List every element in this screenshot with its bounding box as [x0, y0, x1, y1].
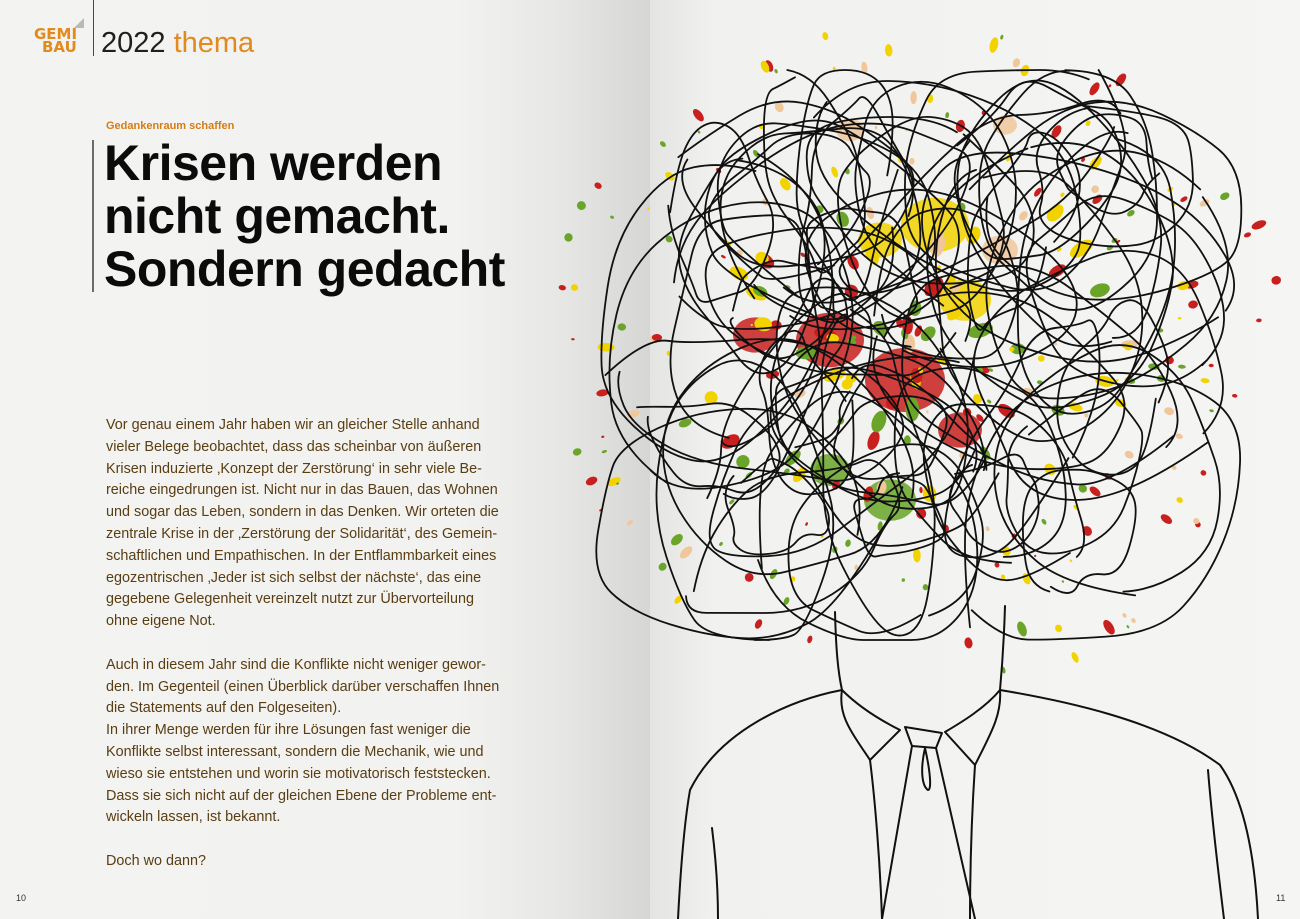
paint-droplet	[601, 435, 605, 438]
paint-droplet	[1116, 379, 1119, 382]
paint-droplet	[774, 69, 778, 74]
paint-droplet	[601, 449, 607, 454]
paint-droplet	[1200, 378, 1210, 384]
paint-droplet	[1175, 433, 1184, 440]
paint-droplet	[1034, 554, 1037, 557]
paint-droplet	[1000, 34, 1004, 40]
body-line: und sogar das Leben, sondern in das Denken. Wir orteten die	[106, 504, 499, 521]
body-line: wieso sie entstehen und worin sie motivatorisch feststecken.	[106, 765, 491, 782]
headline-line: Sondern gedacht	[104, 241, 505, 297]
paint-droplet	[571, 338, 575, 340]
paint-droplet	[844, 539, 851, 548]
paint-droplet	[1061, 580, 1064, 583]
paint-droplet	[1163, 406, 1175, 416]
body-line: die Statements auf den Folgeseiten).	[106, 700, 342, 717]
paint-droplet	[1009, 347, 1014, 352]
paint-droplet	[1084, 413, 1090, 419]
paint-droplet	[1178, 364, 1186, 369]
paint-droplet	[1012, 57, 1022, 68]
paint-droplet	[678, 544, 695, 561]
header-divider	[93, 0, 94, 56]
paint-droplet	[1243, 231, 1252, 238]
tie-fold	[922, 748, 930, 790]
headline-line: Krisen werden	[104, 135, 443, 191]
body-line: den. Im Gegenteil (einen Überblick darüber verschaffen Ihnen	[106, 678, 500, 695]
paint-droplet	[1200, 469, 1208, 476]
body-line: ohne eigene Not.	[106, 613, 216, 630]
paint-droplet	[1069, 559, 1072, 563]
arm-right	[1208, 770, 1224, 919]
paint-droplet	[1130, 617, 1136, 624]
body-paragraph-3	[106, 851, 576, 873]
body-line: wickeln lassen, ist bekannt.	[106, 809, 281, 826]
body-line: In ihrer Menge werden für ihre Lösungen fast weniger die	[106, 722, 471, 739]
scribble-loop	[1057, 300, 1168, 474]
paint-droplet	[1059, 192, 1065, 198]
body-line: Krisen induzierte ‚Konzept der Zerstörung‘ in sehr viele Be-	[106, 460, 482, 477]
paint-droplet	[617, 323, 626, 331]
paint-droplet	[986, 399, 992, 404]
paint-droplet	[691, 107, 706, 123]
paint-droplet	[919, 487, 923, 493]
body-paragraph-1	[106, 415, 576, 633]
paint-droplet	[1123, 449, 1135, 460]
paint-droplet	[1054, 623, 1064, 633]
paint-droplet	[647, 207, 650, 210]
paint-droplet	[985, 526, 991, 532]
body-line: egozentrischen ‚Jeder ist sich selbst der nächste‘, das eine	[106, 569, 482, 586]
logo-corner-mark	[74, 18, 84, 28]
paint-droplet	[1017, 209, 1029, 222]
paint-droplet	[657, 561, 668, 572]
paint-droplet	[923, 584, 929, 590]
shirt-line-left	[870, 760, 882, 919]
body-line: Doch wo dann?	[106, 852, 207, 869]
paint-droplet	[885, 44, 893, 57]
paint-droplet	[1271, 275, 1282, 285]
collar-right	[945, 690, 1000, 765]
paint-droplet	[1209, 409, 1214, 413]
article-headline	[104, 137, 624, 296]
paint-droplet	[598, 343, 615, 352]
paint-droplet	[909, 158, 914, 165]
paint-droplet	[874, 126, 877, 130]
body-line: schaftlichen und Empathischen. In der Entflammbarkeit eines	[106, 547, 497, 564]
body-line: reiche eingedrungen ist. Nicht nur in das Bauen, das Wohnen	[106, 482, 498, 499]
paint-droplet	[1179, 195, 1188, 203]
headline-line: nicht gemacht.	[104, 188, 450, 244]
paint-droplet	[964, 637, 974, 649]
paint-droplet	[753, 618, 763, 630]
paint-droplet	[945, 112, 950, 119]
paint-droplet	[1250, 218, 1267, 231]
paint-droplet	[1088, 485, 1102, 499]
body-line: gegebene Gelegenheit vereinzelt nutzt zur Übervorteilung	[106, 591, 474, 608]
body-line: Vor genau einem Jahr haben wir an gleicher Stelle anhand	[106, 417, 480, 433]
issue-title	[101, 25, 254, 61]
body-paragraph-2	[106, 655, 576, 829]
gemibau-logo	[34, 25, 84, 56]
paint-droplet	[910, 91, 917, 104]
paint-droplet	[1232, 394, 1238, 398]
scribble-loop	[686, 460, 899, 613]
paint-droplet	[1070, 651, 1080, 664]
paint-droplet	[626, 519, 634, 526]
neck-line-right	[1000, 606, 1005, 690]
paint-droplet	[865, 429, 882, 451]
paint-droplet	[1088, 281, 1112, 300]
paint-droplet	[1054, 343, 1057, 346]
paint-droplet	[830, 166, 840, 179]
man-torso-outline	[678, 606, 1258, 919]
tie-knot	[905, 727, 942, 748]
paint-droplet	[1038, 355, 1045, 362]
paint-droplet	[585, 475, 599, 487]
paint-droplet	[1126, 625, 1130, 629]
paint-droplet	[988, 36, 1000, 53]
paint-droplet	[805, 522, 809, 526]
paint-droplet	[902, 578, 906, 582]
shoulder-left	[678, 690, 842, 919]
section-label: thema	[173, 27, 255, 59]
paint-droplet	[1177, 317, 1181, 320]
paint-droplet	[806, 635, 813, 644]
paint-droplet	[1256, 318, 1262, 322]
body-line: Auch in diesem Jahr sind die Konflikte nicht weniger gewor-	[106, 656, 486, 673]
arm-left	[712, 828, 718, 919]
paint-droplet	[1175, 496, 1184, 504]
page-number-right: 11	[1276, 893, 1286, 903]
paint-droplet	[1159, 512, 1174, 526]
paint-droplet	[1219, 191, 1231, 202]
body-line: vieler Belege beobachtet, dass das scheinbar von äußeren	[106, 438, 482, 455]
headline-rule	[92, 140, 94, 292]
paint-droplet	[1015, 620, 1028, 638]
paint-droplet	[822, 32, 830, 41]
paint-droplet	[1101, 618, 1117, 636]
paint-droplet	[669, 532, 685, 548]
paint-droplet	[1209, 364, 1214, 368]
paint-droplet	[720, 254, 726, 259]
paint-droplet	[1121, 612, 1127, 618]
collar-left	[841, 690, 900, 760]
paint-droplet	[834, 210, 851, 229]
paint-droplet	[1188, 300, 1199, 310]
article-body	[106, 415, 576, 895]
paint-droplet	[1041, 518, 1048, 526]
body-line: Konflikte selbst interessant, sondern die Mechanik, wie und	[106, 743, 484, 760]
paint-droplet	[718, 541, 723, 546]
paint-droplet	[1087, 81, 1101, 97]
paint-droplet	[659, 140, 667, 148]
logo-line-1: GEMI	[34, 25, 78, 43]
body-line: zentrale Krise in der ‚Zerstörung der Solidarität‘, des Gemein-	[106, 525, 498, 542]
issue-year: 2022	[101, 27, 166, 59]
logo-line-2: BAU	[42, 38, 77, 56]
paint-droplet	[1091, 193, 1104, 206]
paint-droplet	[1090, 184, 1101, 195]
paint-droplet	[926, 410, 929, 414]
scribble-loop	[764, 70, 865, 273]
paint-droplet	[1106, 244, 1114, 251]
shirt-line-right	[970, 765, 975, 919]
page-number-left: 10	[16, 893, 27, 903]
body-line: Dass sie sich nicht auf der gleichen Ebene der Probleme ent-	[106, 787, 497, 804]
article-kicker: Gedankenraum schaffen	[106, 120, 235, 132]
